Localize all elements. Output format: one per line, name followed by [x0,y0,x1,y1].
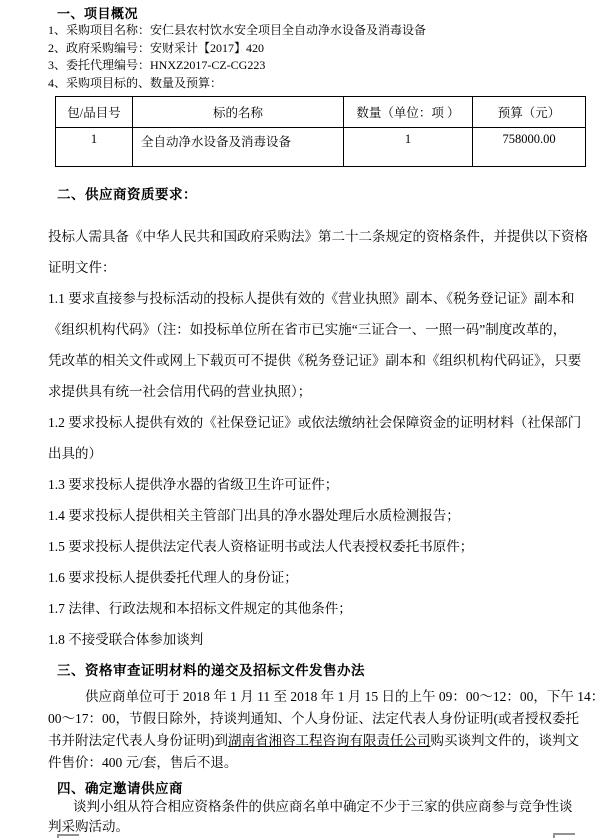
clause-1-6-line: 1.6 要求投标人提供委托代理人的身份证； [48,570,298,585]
page-margin-mark [57,834,59,838]
column-header-quantity: 数量（单位：项 ） [344,97,473,128]
page-margin-mark [553,833,555,838]
clause-1-1-line: 1.1 要求直接参与投标活动的投标人提供有效的《营业执照》副本、《税务登记证》副本和 [48,291,575,306]
clause-1-2-line: 出具的） [48,446,102,461]
clause-1-1-line: 凭改革的相关文件或网上下载页可不提供《税务登记证》副本和《组织机构代码证》，只要 [48,353,582,368]
cell-package-no: 1 [56,128,133,167]
section2-body [48,221,592,655]
table-header-row [56,97,586,128]
section3-heading: 三、资格审查证明材料的递交及招标文件发售办法 [57,663,365,678]
procurement-items-table [55,96,586,167]
budget-intro-line: 4、采购项目标的、数量及预算： [48,75,223,90]
line-text: 书并附法定代表人身份证明)到 [48,733,228,748]
clause-1-1-line: 求提供具有统一社会信用代码的营业执照）； [48,384,312,399]
paragraph-line: 投标人需具备《中华人民共和国政府采购法》第二十二条规定的资格条件，并提供以下资格 [48,229,588,244]
section2-heading: 二、供应商资质要求： [57,187,197,202]
agency-number-line: 3、委托代理编号：HNXZ2017-CZ-CG223 [48,58,266,72]
sale-paragraph-line [48,730,592,752]
cell-subject-name: 全自动净水设备及消毒设备 [133,128,344,167]
column-header-budget: 预算（元） [473,97,586,128]
project-name-line: 1、采购项目名称：安仁县农村饮水安全项目全自动净水设备及消毒设备 [48,23,427,37]
sale-paragraph-line: 供应商单位可于 2018 年 1 月 11 至 2018 年 1 月 15 日的上午 09：00～12：00，下午 14： [85,689,605,704]
clause-1-8-line: 1.8 不接受联合体参加谈判 [48,632,204,647]
section4-heading: 四、确定邀请供应商 [57,781,183,796]
section1-heading: 一、项目概况 [57,6,139,21]
line-text: 购买谈判文件的，谈判文 [430,733,579,748]
clause-1-7-line: 1.7 法律、行政法规和本招标文件规定的其他条件； [48,601,352,616]
sale-paragraph-line: 00～17：00，节假日除外，持谈判通知、个人身份证、法定代表人身份证明(或者授权委托 [48,711,579,726]
invite-paragraph-line: 判采购活动。 [48,819,129,834]
table-row [56,128,586,167]
clause-1-5-line: 1.5 要求投标人提供法定代表人资格证明书或法人代表授权委托书原件； [48,539,474,554]
section3-body [48,686,605,774]
procurement-number-line: 2、政府采购编号：安财采计【2017】420 [48,40,265,55]
invite-paragraph-line: 谈判小组从符合相应资格条件的供应商名单中确定不少于三家的供应商参与竞争性谈 [73,799,573,814]
cell-budget: 758000.00 [473,128,586,167]
clause-1-1-line: 《组织机构代码》（注：如投标单位所在省市已实施“三证合一、一照一码”制度改革的， [48,322,567,337]
clause-1-3-line: 1.3 要求投标人提供净水器的省级卫生许可证件； [48,477,339,492]
page-margin-mark [553,833,575,835]
page-margin-mark [57,834,79,836]
paragraph-line: 证明文件： [48,260,116,275]
column-header-package-no: 包/品目号 [56,97,133,128]
clause-1-4-line: 1.4 要求投标人提供相关主管部门出具的净水器处理后水质检测报告； [48,508,460,523]
column-header-subject-name: 标的名称 [133,97,344,128]
sale-paragraph-line: 件售价：400 元/套，售后不退。 [48,755,238,770]
clause-1-2-line: 1.2 要求投标人提供有效的《社保登记证》或依法缴纳社会保障资金的证明材料（社保部门 [48,415,582,430]
agency-company-name: 湖南省湘咨工程咨询有限责任公司 [228,733,431,748]
cell-quantity: 1 [344,128,473,167]
section4-body [48,797,592,837]
